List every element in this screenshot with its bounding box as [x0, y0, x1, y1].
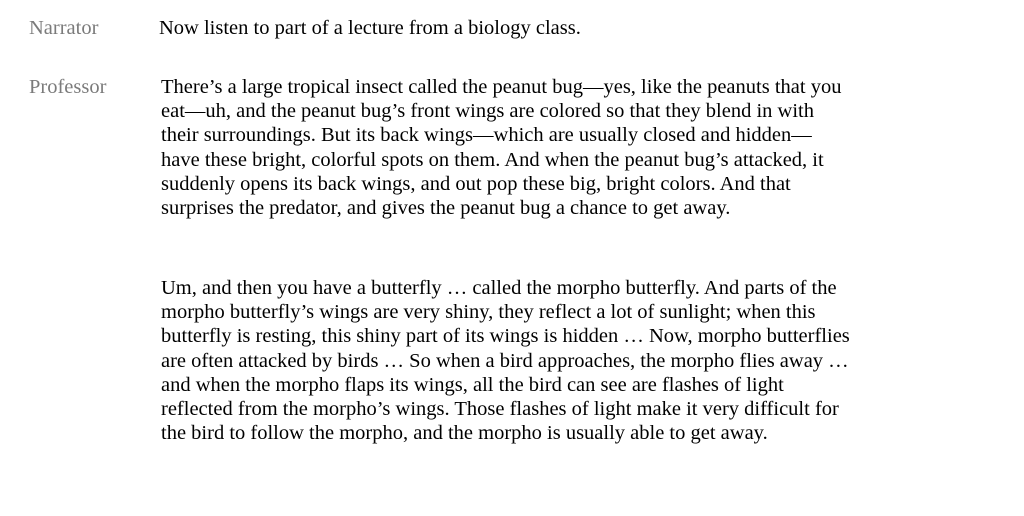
paragraph-line: Um, and then you have a butterfly … called the morpho butterfly. And parts of the: [161, 277, 837, 299]
paragraph-line: There’s a large tropical insect called the peanut bug—yes, like the peanuts that you: [161, 76, 842, 98]
paragraph-line: and when the morpho flaps its wings, all the bird can see are flashes of light: [161, 373, 784, 396]
paragraph-line: have these bright, colorful spots on them. And when the peanut bug’s attacked, it: [161, 148, 824, 171]
professor-paragraph-1: [161, 75, 1011, 220]
paragraph-line: surprises the predator, and gives the peanut bug a chance to get away.: [161, 197, 731, 220]
paragraph-line: the bird to follow the morpho, and the morpho is usually able to get away.: [161, 422, 768, 445]
professor-paragraph-2: [161, 276, 1011, 445]
paragraph-line: eat—uh, and the peanut bug’s front wings are colored so that they blend in with: [161, 100, 814, 123]
narrator-label: Narrator: [29, 17, 99, 39]
narrator-text: Now listen to part of a lecture from a biology class.: [159, 17, 581, 39]
paragraph-line: are often attacked by birds … So when a bird approaches, the morpho flies away …: [161, 349, 849, 372]
paragraph-line: reflected from the morpho’s wings. Those flashes of light make it very difficult for: [161, 398, 839, 421]
paragraph-line: butterfly is resting, this shiny part of its wings is hidden … Now, morpho butterflies: [161, 325, 850, 348]
paragraph-line: morpho butterfly’s wings are very shiny, they reflect a lot of sunlight; when this: [161, 301, 816, 324]
paragraph-line: their surroundings. But its back wings—which are usually closed and hidden—: [161, 124, 812, 147]
professor-label: Professor: [29, 76, 107, 98]
paragraph-line: suddenly opens its back wings, and out pop these big, bright colors. And that: [161, 172, 791, 195]
